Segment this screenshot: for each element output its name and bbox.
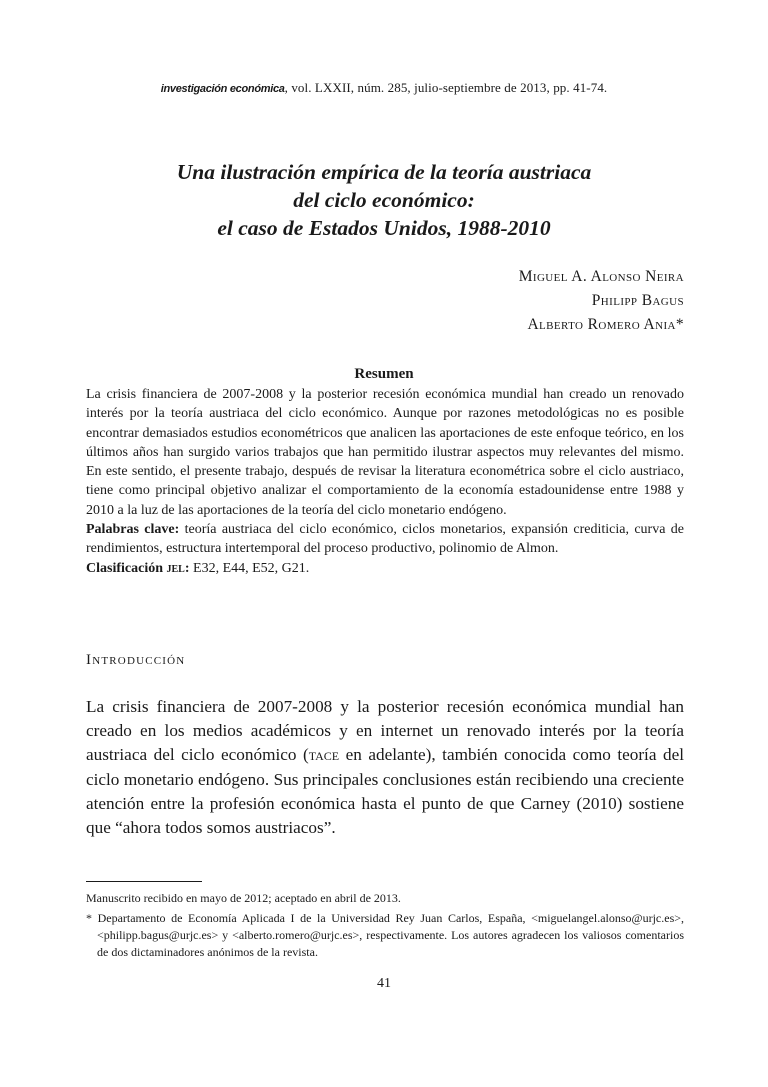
abstract-heading: Resumen: [354, 366, 414, 382]
footnote-affiliation: * Departamento de Economía Aplicada I de la Universidad Rey Juan Carlos, España, <miguelangel.alonso@urjc.es>, <philipp.bagus@urjc.es> y <alberto.romero@urjc.es>, respectivamente. Los autores agradecen los valiosos comentarios de dos dictaminadores anónimos de la revista.: [86, 911, 684, 959]
body-text-part: en adelante), también conocida como teoría del ciclo monetario endógeno. Sus principales conclusiones están recibiendo una creciente atención entre la profesión económica hasta el punto de que Carney (2010) sostiene que “ahora todos somos austriacos”.: [86, 745, 684, 838]
abbreviation: tace: [308, 745, 340, 765]
keywords-text: teoría austriaca del ciclo económico, ciclos monetarios, expansión crediticia, curva de rendimientos, estructura intertemporal del proceso productivo, polinomio de Almon.: [86, 522, 684, 557]
title-line-3: el caso de Estados Unidos, 1988-2010: [217, 216, 551, 240]
keywords-label: Palabras clave:: [86, 522, 180, 538]
running-head: [0, 80, 768, 96]
jel-codes: E32, E44, E52, G21.: [189, 560, 310, 576]
author-name: Miguel A. Alonso Neira: [518, 268, 684, 285]
page-number: 41: [377, 976, 391, 991]
keywords: [86, 520, 684, 559]
jel-classification: [86, 559, 684, 578]
abstract-text: La crisis financiera de 2007-2008 y la posterior recesión económica mundial han creado un renovado interés por la teoría austriaca del ciclo económico. Aunque por razones metodológicas no es posible encontrar demasiados estudios econométricos que analicen las aportaciones de este enfoque teórico, en los últimos años han surgido varios trabajos que han permitido ilustrar aspectos muy relevantes del mismo. En este sentido, el presente trabajo, después de revisar la literatura econométrica sobre el ciclo austriaco, tiene como principal objetivo analizar el comportamiento de la economía estadounidense entre 1988 y 2010 a la luz de las aportaciones de la teoría del ciclo monetario endógeno.: [86, 387, 684, 518]
title-line-2: del ciclo económico:: [293, 188, 475, 212]
footnote-received: Manuscrito recibido en mayo de 2012; aceptado en abril de 2013.: [86, 891, 401, 905]
journal-name: investigación económica: [160, 83, 285, 95]
author-name: Philipp Bagus: [591, 292, 684, 309]
jel-label: Clasificación jel:: [86, 560, 190, 576]
author-list: [519, 265, 684, 337]
body-paragraph: [86, 695, 684, 840]
journal-citation: , vol. LXXII, núm. 285, julio-septiembre de 2013, pp. 41-74.: [284, 80, 608, 95]
article-title: [60, 158, 708, 242]
abstract-block: [86, 385, 684, 578]
body-text-part: La crisis financiera de 2007-2008 y la posterior recesión económica mundial han creado en los medios académicos y en internet un renovado interés por la teoría austriaca del ciclo económico (: [86, 697, 684, 765]
footnote-divider: [86, 881, 202, 882]
title-line-1: Una ilustración empírica de la teoría austriaca: [176, 160, 592, 184]
section-heading: Introducción: [86, 652, 186, 668]
author-name: Alberto Romero Ania*: [527, 316, 684, 333]
footnotes: [86, 890, 684, 961]
